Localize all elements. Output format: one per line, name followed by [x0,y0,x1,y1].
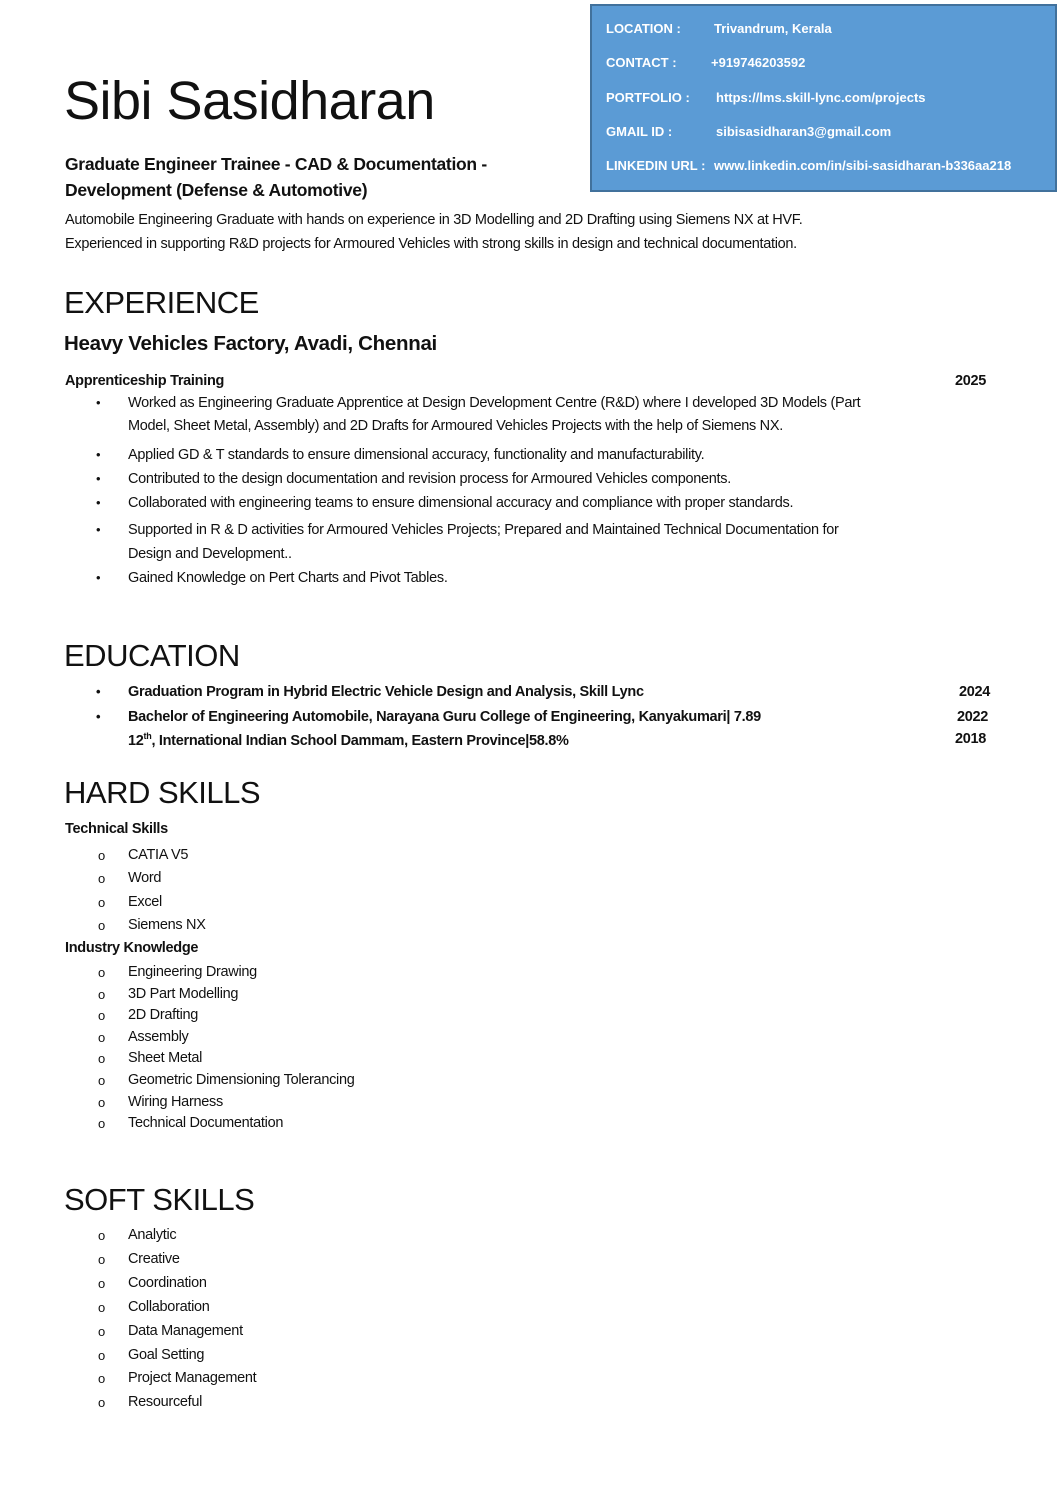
bullet-icon: • [96,684,101,699]
experience-bullet-text: Worked as Engineering Graduate Apprentice at Design Development Centre (R&D) where I developed 3D Models (Part [128,395,861,411]
role-title: Apprenticeship Training [65,373,225,389]
job-title: Graduate Engineer Trainee - CAD & Documentation - Development (Defense & Automotive) [65,154,487,200]
technical-skills-list [65,844,206,937]
experience-bullet-text: Contributed to the design documentation and revision process for Armoured Vehicles components. [128,471,731,487]
contact-box [590,4,1057,192]
contact-value[interactable]: https://lms.skill-lync.com/projects [716,89,926,105]
summary-line: Experienced in supporting R&D projects for Armoured Vehicles with strong skills in design and technical documentation. [65,236,797,252]
soft-skills-heading: SOFT SKILLS [64,1182,255,1217]
skill-item: o Siemens NX [65,914,206,937]
contact-label: GMAIL ID : [606,123,673,139]
contact-row [606,90,1055,124]
contact-row [606,55,1055,89]
bullet-icon: • [96,709,101,724]
contact-row [606,158,1055,192]
bullet-icon: • [96,522,101,537]
contact-value: +919746203592 [711,55,806,71]
skill-item: o Analytic [65,1224,256,1248]
skill-item: o Engineering Drawing [65,962,354,984]
contact-row [606,21,1055,55]
skill-item: o Data Management [65,1320,256,1344]
education-item [128,731,569,749]
experience-bullet-text: Design and Development.. [128,546,292,562]
grade: 12 [128,732,144,749]
bullet-icon: • [96,495,101,510]
skill-item: o Sheet Metal [65,1048,354,1070]
education-item: Graduation Program in Hybrid Electric Vehicle Design and Analysis, Skill Lync [128,684,644,700]
contact-label: LOCATION : [606,21,681,36]
contact-value[interactable]: sibisasidharan3@gmail.com [716,123,892,139]
bullet-icon: • [96,447,101,462]
contact-row [606,124,1055,158]
summary-line: Automobile Engineering Graduate with hands on experience in 3D Modelling and 2D Drafting using Siemens NX at HVF. [65,212,803,228]
skill-item: o Project Management [65,1367,256,1391]
candidate-name: Sibi Sasidharan [64,71,435,131]
education-heading: EDUCATION [64,638,240,673]
skill-item: o Coordination [65,1272,256,1296]
hard-skills-heading: HARD SKILLS [64,775,261,810]
bullet-icon: • [96,471,101,486]
summary [65,208,802,256]
education-year: 2018 [955,731,987,747]
skill-item: o Technical Documentation [65,1113,354,1135]
soft-skills-list [65,1224,256,1415]
education-item: Bachelor of Engineering Automobile, Narayana Guru College of Engineering, Kanyakumari| 7.89 [128,709,761,725]
school: , International Indian School Dammam, Eastern Province|58.8% [151,732,569,749]
skill-item: o Creative [65,1248,256,1272]
contact-label: PORTFOLIO : [606,89,690,105]
technical-skills-label: Technical Skills [65,821,168,837]
skill-item: o Word [65,867,206,890]
contact-value[interactable]: www.linkedin.com/in/sibi-sasidharan-b336aa218 [714,158,1012,174]
contact-value: Trivandrum, Kerala [714,21,832,36]
bullet-icon: • [96,570,101,585]
industry-knowledge-label: Industry Knowledge [65,940,199,956]
bullet-icon: • [96,395,101,410]
role-year: 2025 [955,373,987,389]
experience-bullet-text: Gained Knowledge on Pert Charts and Pivot Tables. [128,570,448,586]
experience-bullet-text: Model, Sheet Metal, Assembly) and 2D Drafts for Armoured Vehicles Projects with the help of Siemens NX. [128,418,783,434]
skill-item: o Geometric Dimensioning Tolerancing [65,1070,354,1092]
contact-label: LINKEDIN URL : [606,158,706,174]
skill-item: o Wiring Harness [65,1092,354,1114]
experience-bullet-text: Applied GD & T standards to ensure dimensional accuracy, functionality and manufacturability. [128,447,705,463]
skill-item: o 2D Drafting [65,1005,354,1027]
skill-item: o 3D Part Modelling [65,984,354,1006]
experience-heading: EXPERIENCE [64,285,259,320]
experience-bullet-text: Supported in R & D activities for Armoured Vehicles Projects; Prepared and Maintained Technical Documentation for [128,522,839,538]
skill-item: o Goal Setting [65,1344,256,1368]
experience-bullet-text: Collaborated with engineering teams to ensure dimensional accuracy and compliance with proper standards. [128,495,794,511]
contact-label: CONTACT : [606,55,677,71]
skill-item: o Assembly [65,1027,354,1049]
skill-item: o Excel [65,891,206,914]
skill-item: o Resourceful [65,1391,256,1415]
company-name: Heavy Vehicles Factory, Avadi, Chennai [64,332,437,355]
industry-knowledge-list [65,962,354,1135]
grade-suffix: th [143,731,152,741]
education-year: 2024 [959,684,991,700]
education-year: 2022 [957,709,989,725]
skill-item: o Collaboration [65,1296,256,1320]
skill-item: o CATIA V5 [65,844,206,867]
